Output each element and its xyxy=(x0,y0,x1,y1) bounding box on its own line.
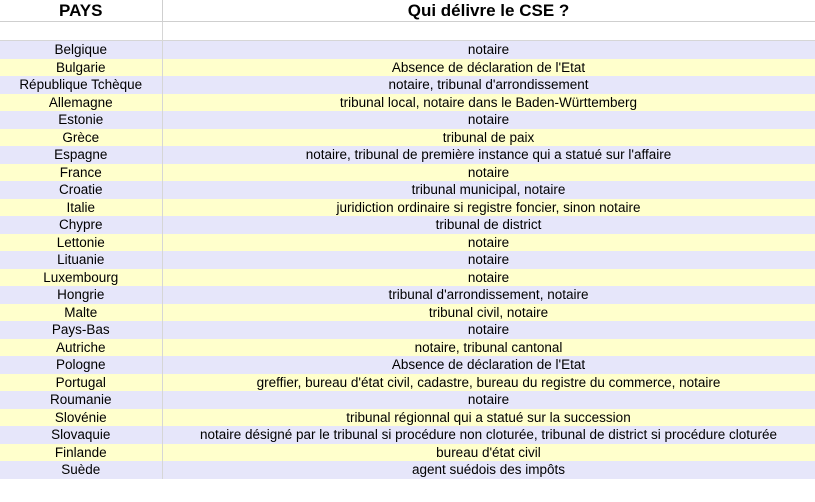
authority-cell[interactable]: tribunal de paix xyxy=(162,129,815,147)
table-body xyxy=(0,22,815,479)
empty-cell[interactable] xyxy=(0,22,162,41)
authority-cell[interactable]: bureau d'état civil xyxy=(162,444,815,462)
table-row xyxy=(0,94,815,112)
country-cell[interactable]: Lituanie xyxy=(0,251,162,269)
authority-cell[interactable]: Absence de déclaration de l'Etat xyxy=(162,59,815,77)
country-cell[interactable]: Espagne xyxy=(0,146,162,164)
table-row xyxy=(0,181,815,199)
table-row xyxy=(0,356,815,374)
table-row xyxy=(0,461,815,479)
authority-cell[interactable]: tribunal civil, notaire xyxy=(162,304,815,322)
country-cell[interactable]: Luxembourg xyxy=(0,269,162,287)
header-country[interactable]: PAYS xyxy=(0,0,162,22)
table-row xyxy=(0,304,815,322)
table-row xyxy=(0,321,815,339)
authority-cell[interactable]: notaire désigné par le tribunal si procédure non cloturée, tribunal de district si procédure cloturée xyxy=(162,426,815,444)
authority-cell[interactable]: Absence de déclaration de l'Etat xyxy=(162,356,815,374)
table-row xyxy=(0,59,815,77)
country-cell[interactable]: Chypre xyxy=(0,216,162,234)
table-row xyxy=(0,251,815,269)
empty-row xyxy=(0,22,815,41)
authority-cell[interactable]: agent suédois des impôts xyxy=(162,461,815,479)
table-row xyxy=(0,234,815,252)
country-cell[interactable]: Roumanie xyxy=(0,391,162,409)
authority-cell[interactable]: notaire, tribunal de première instance qui a statué sur l'affaire xyxy=(162,146,815,164)
table-row xyxy=(0,76,815,94)
country-cell[interactable]: Portugal xyxy=(0,374,162,392)
country-cell[interactable]: Italie xyxy=(0,199,162,217)
authority-cell[interactable]: notaire, tribunal d'arrondissement xyxy=(162,76,815,94)
authority-cell[interactable]: notaire xyxy=(162,111,815,129)
country-cell[interactable]: Estonie xyxy=(0,111,162,129)
authority-cell[interactable]: notaire xyxy=(162,234,815,252)
authority-cell[interactable]: tribunal local, notaire dans le Baden-Württemberg xyxy=(162,94,815,112)
country-cell[interactable]: Slovénie xyxy=(0,409,162,427)
country-cell[interactable]: Bulgarie xyxy=(0,59,162,77)
authority-cell[interactable]: notaire, tribunal cantonal xyxy=(162,339,815,357)
table-row xyxy=(0,444,815,462)
country-cell[interactable]: Hongrie xyxy=(0,286,162,304)
header-authority[interactable]: Qui délivre le CSE ? xyxy=(162,0,815,22)
country-cell[interactable]: Allemagne xyxy=(0,94,162,112)
table-row xyxy=(0,146,815,164)
table-row xyxy=(0,111,815,129)
table-row xyxy=(0,269,815,287)
country-cell[interactable]: Lettonie xyxy=(0,234,162,252)
country-cell[interactable]: Suède xyxy=(0,461,162,479)
authority-cell[interactable]: notaire xyxy=(162,164,815,182)
authority-cell[interactable]: tribunal d'arrondissement, notaire xyxy=(162,286,815,304)
authority-cell[interactable]: notaire xyxy=(162,269,815,287)
country-cell[interactable]: Pays-Bas xyxy=(0,321,162,339)
table-row xyxy=(0,216,815,234)
authority-cell[interactable]: notaire xyxy=(162,321,815,339)
table-row xyxy=(0,286,815,304)
authority-cell[interactable]: notaire xyxy=(162,41,815,59)
authority-cell[interactable]: notaire xyxy=(162,251,815,269)
table-row xyxy=(0,41,815,59)
country-cell[interactable]: Slovaquie xyxy=(0,426,162,444)
table-row xyxy=(0,164,815,182)
table-row xyxy=(0,409,815,427)
table-row xyxy=(0,391,815,409)
country-cell[interactable]: Belgique xyxy=(0,41,162,59)
authority-cell[interactable]: tribunal de district xyxy=(162,216,815,234)
authority-cell[interactable]: notaire xyxy=(162,391,815,409)
header-row xyxy=(0,0,815,22)
authority-cell[interactable]: tribunal régionnal qui a statué sur la succession xyxy=(162,409,815,427)
country-cell[interactable]: République Tchèque xyxy=(0,76,162,94)
table-row xyxy=(0,426,815,444)
country-cell[interactable]: Croatie xyxy=(0,181,162,199)
country-cell[interactable]: Autriche xyxy=(0,339,162,357)
country-cell[interactable]: Grèce xyxy=(0,129,162,147)
table-row xyxy=(0,339,815,357)
empty-cell[interactable] xyxy=(162,22,815,41)
country-cell[interactable]: Malte xyxy=(0,304,162,322)
authority-cell[interactable]: greffier, bureau d'état civil, cadastre, bureau du registre du commerce, notaire xyxy=(162,374,815,392)
authority-cell[interactable]: juridiction ordinaire si registre foncier, sinon notaire xyxy=(162,199,815,217)
table-row xyxy=(0,129,815,147)
table-row xyxy=(0,199,815,217)
authority-cell[interactable]: tribunal municipal, notaire xyxy=(162,181,815,199)
table-row xyxy=(0,374,815,392)
country-cell[interactable]: Finlande xyxy=(0,444,162,462)
country-cell[interactable]: France xyxy=(0,164,162,182)
country-cell[interactable]: Pologne xyxy=(0,356,162,374)
